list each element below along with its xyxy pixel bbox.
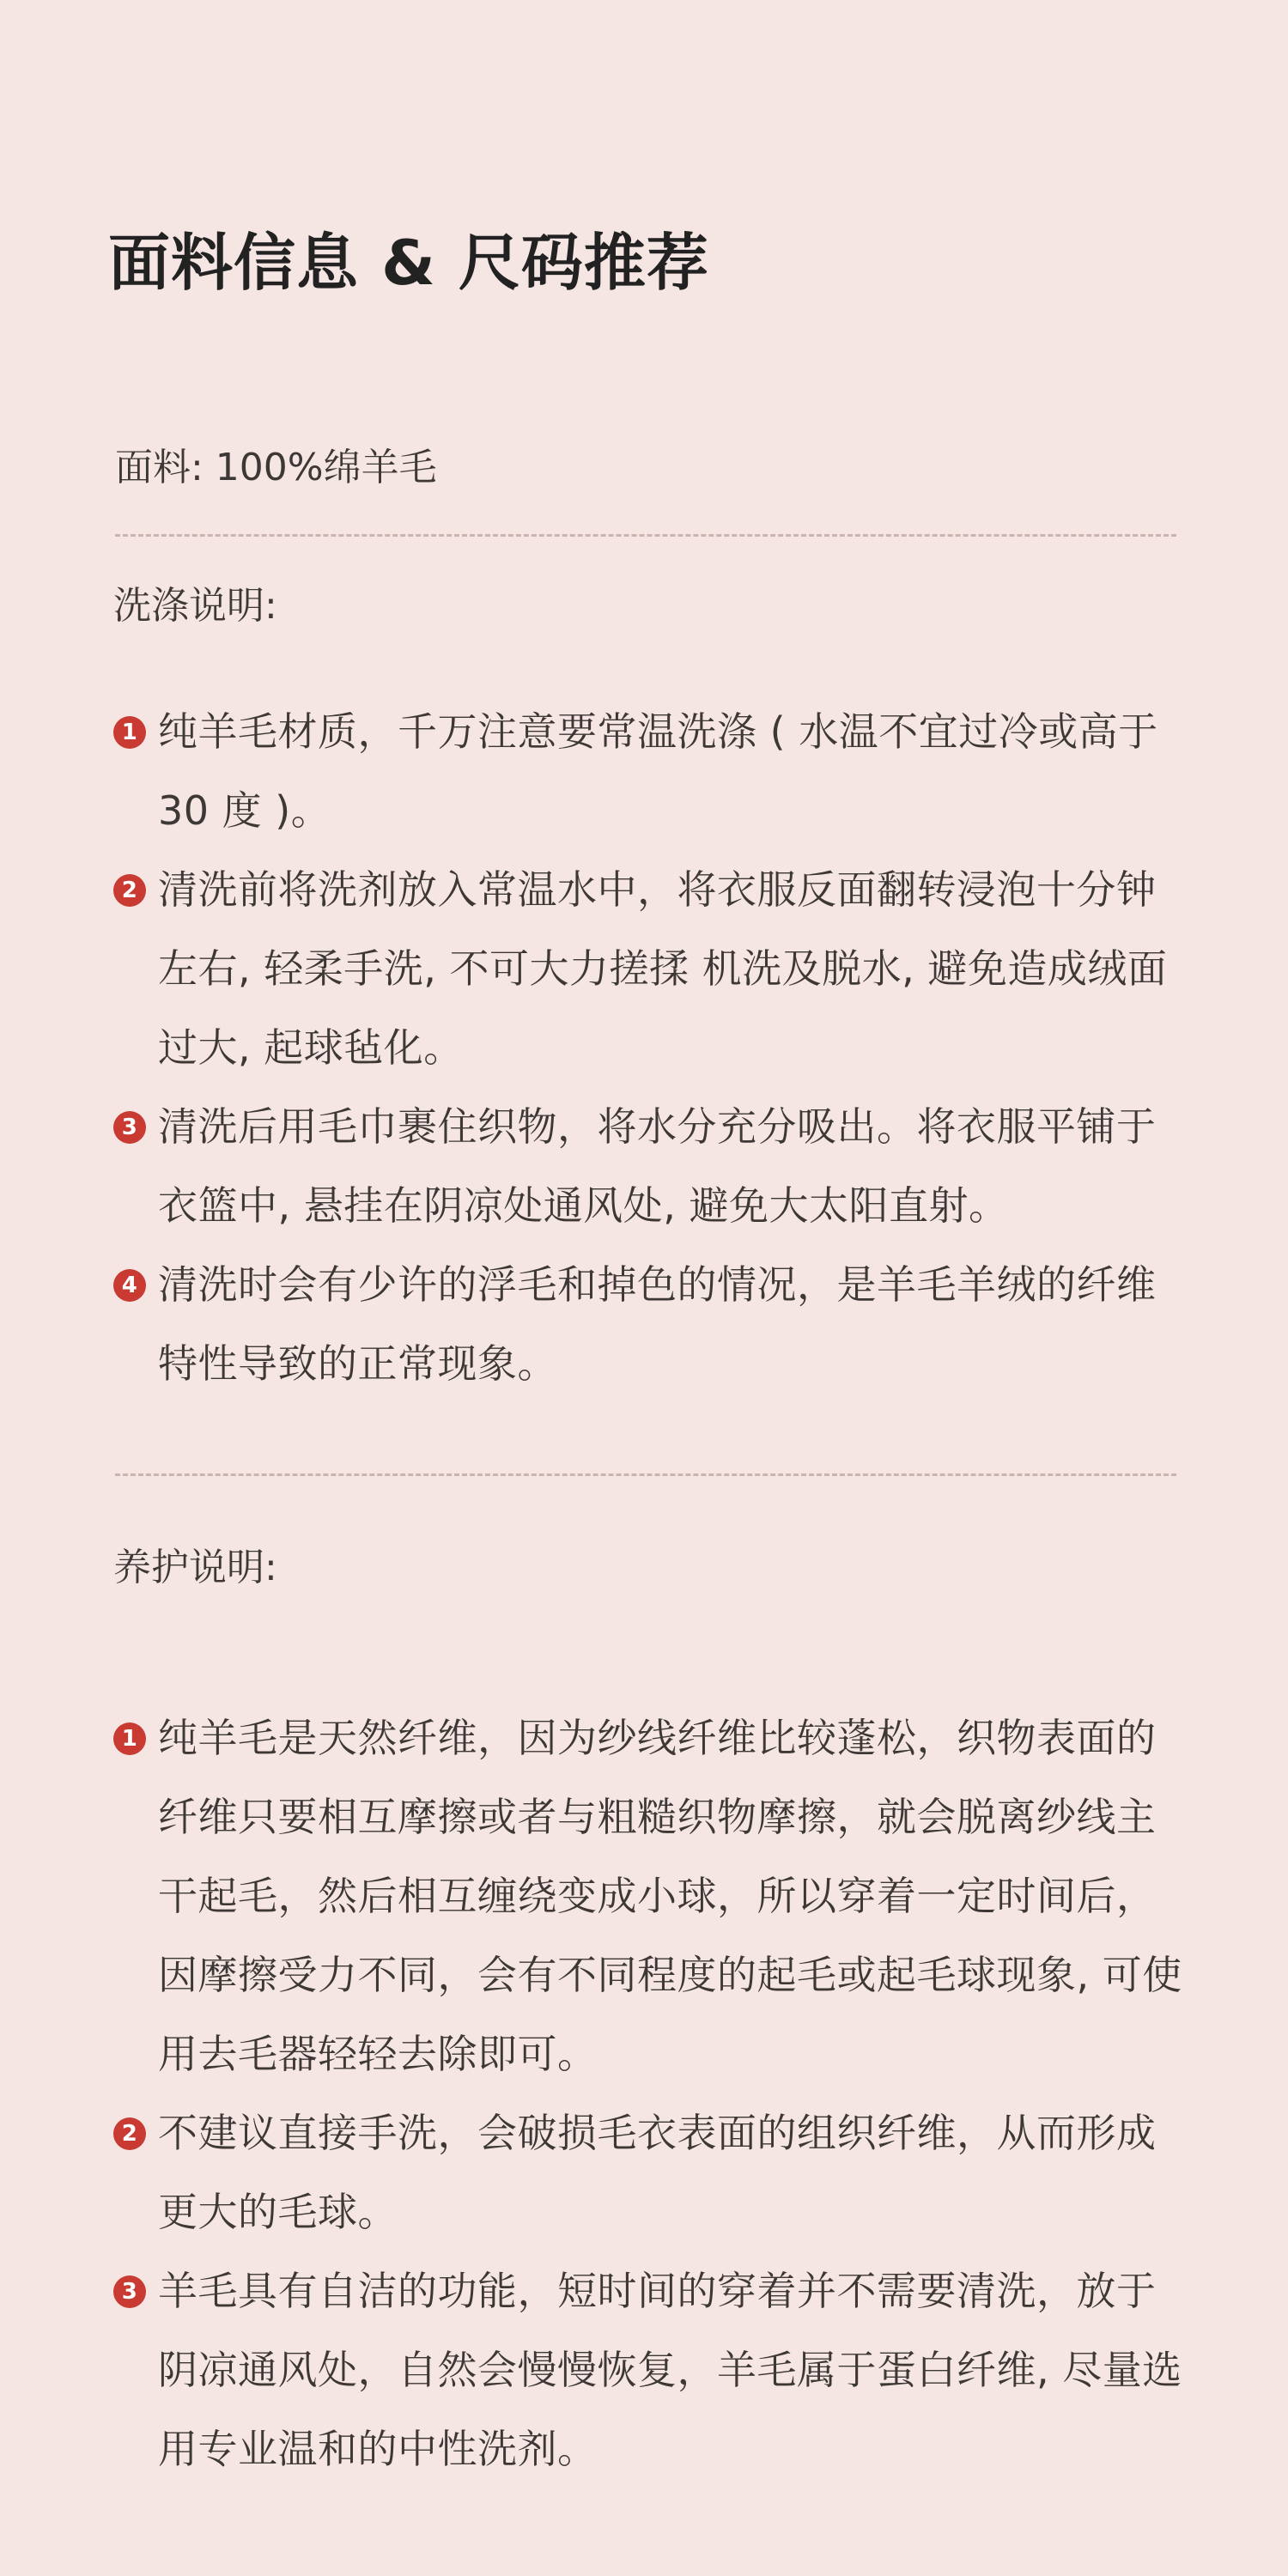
list-item-text: 纯羊毛是天然纤维，因为纱线纤维比较蓬松，织物表面的纤维只要相互摩擦或者与粗糙织物摩擦，就会脱离纱线主干起毛，然后相互缠绕变成小球，所以穿着一定时间后，因摩擦受力不同，会有不同程度的起毛或起毛球现象, 可使用去毛器轻轻去除即可。	[158, 1715, 1182, 2077]
number-badge: 4	[113, 1269, 146, 1302]
page-title: 面料信息 & 尺码推荐	[108, 227, 709, 299]
number-badge: 3	[113, 2275, 146, 2308]
fabric-composition: 面料: 100%绵羊毛	[115, 446, 437, 489]
number-badge: 3	[113, 1111, 146, 1144]
list-item	[113, 1245, 1187, 1403]
list-item-text: 清洗前将洗剂放入常温水中，将衣服反面翻转浸泡十分钟左右, 轻柔手洗, 不可大力搓揉 机洗及脱水, 避免造成绒面过大, 起球毡化。	[158, 866, 1168, 1071]
list-item	[113, 1087, 1187, 1245]
list-item-text: 清洗时会有少许的浮毛和掉色的情况，是羊毛羊绒的纤维特性导致的正常现象。	[158, 1261, 1157, 1387]
divider	[115, 1473, 1176, 1476]
washing-instructions-list	[113, 692, 1187, 1403]
list-item	[113, 2251, 1187, 2488]
care-instructions-list	[113, 1698, 1187, 2488]
washing-instructions-heading: 洗涤说明:	[113, 584, 277, 628]
number-badge: 1	[113, 716, 146, 749]
list-item	[113, 2093, 1187, 2251]
list-item	[113, 850, 1187, 1087]
list-item-text: 清洗后用毛巾裹住织物，将水分充分吸出。将衣服平铺于衣篮中, 悬挂在阴凉处通风处, 避免大太阳直射。	[158, 1103, 1157, 1229]
list-item	[113, 692, 1187, 850]
list-item-text: 羊毛具有自洁的功能，短时间的穿着并不需要清洗，放于阴凉通风处，自然会慢慢恢复，羊毛属于蛋白纤维, 尽量选用专业温和的中性洗剂。	[158, 2268, 1182, 2472]
number-badge: 1	[113, 1722, 146, 1755]
number-badge: 2	[113, 874, 146, 907]
list-item-text: 纯羊毛材质，千万注意要常温洗涤 ( 水温不宜过冷或高于 30 度 )。	[158, 708, 1158, 834]
divider	[115, 534, 1176, 537]
list-item	[113, 1698, 1187, 2093]
number-badge: 2	[113, 2117, 146, 2150]
care-instructions-heading: 养护说明:	[113, 1546, 277, 1589]
list-item-text: 不建议直接手洗，会破损毛衣表面的组织纤维，从而形成更大的毛球。	[158, 2110, 1157, 2235]
